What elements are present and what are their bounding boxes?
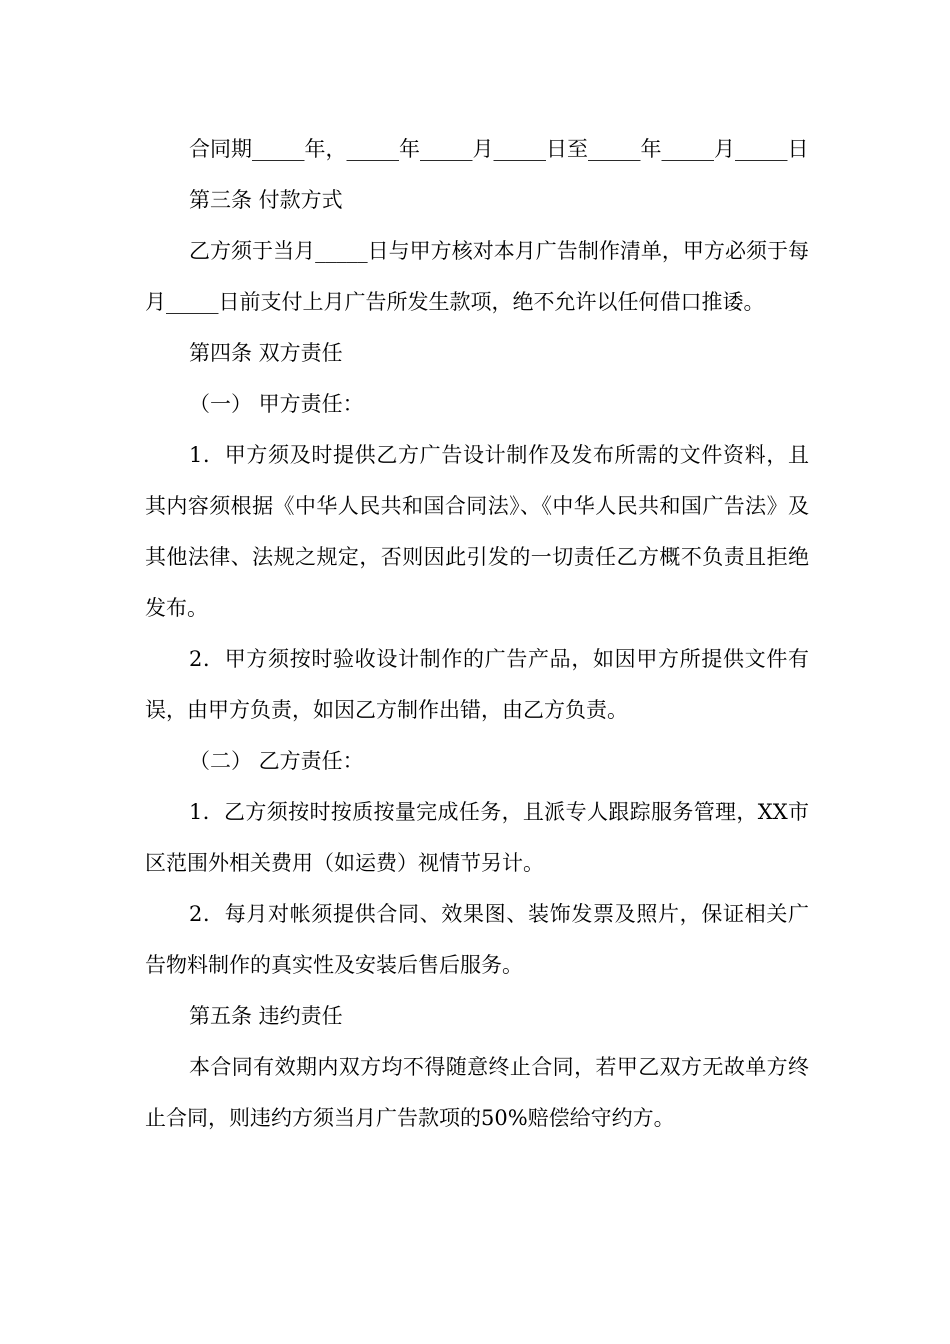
article-5-heading: 第五条 违约责任 xyxy=(189,1004,343,1028)
article-5-body: 本合同有效期内双方均不得随意终止合同，若甲乙双方无故单方终止合同，则违约方须当月广告款项的50%赔偿给守约方。 xyxy=(145,1055,809,1130)
contract-term-paragraph: 合同期_____年，_____年_____月_____日至_____年_____月_____日 xyxy=(189,137,809,161)
party-b-responsibility-heading: （二） 乙方责任： xyxy=(189,749,364,773)
article-4-heading: 第四条 双方责任 xyxy=(189,341,343,365)
party-a-responsibility-heading: （一） 甲方责任： xyxy=(189,392,364,416)
party-a-item-1: 1．甲方须及时提供乙方广告设计制作及发布所需的文件资料，且其内容须根据《中华人民共和国合同法》、《中华人民共和国广告法》及其他法律、法规之规定，否则因此引发的一切责任乙方概不负责且拒绝发布。 xyxy=(145,443,809,620)
article-3-heading: 第三条 付款方式 xyxy=(189,188,343,212)
article-3-body: 乙方须于当月_____日与甲方核对本月广告制作清单，甲方必须于每月_____日前支付上月广告所发生款项，绝不允许以任何借口推诿。 xyxy=(145,239,809,314)
party-b-item-1: 1．乙方须按时按质按量完成任务，且派专人跟踪服务管理，XX市区范围外相关费用（如运费）视情节另计。 xyxy=(145,800,809,875)
party-a-item-2: 2．甲方须按时验收设计制作的广告产品，如因甲方所提供文件有误，由甲方负责，如因乙方制作出错，由乙方负责。 xyxy=(145,647,809,722)
party-b-item-2: 2．每月对帐须提供合同、效果图、装饰发票及照片，保证相关广告物料制作的真实性及安装后售后服务。 xyxy=(145,902,809,977)
document-page xyxy=(145,124,809,1144)
